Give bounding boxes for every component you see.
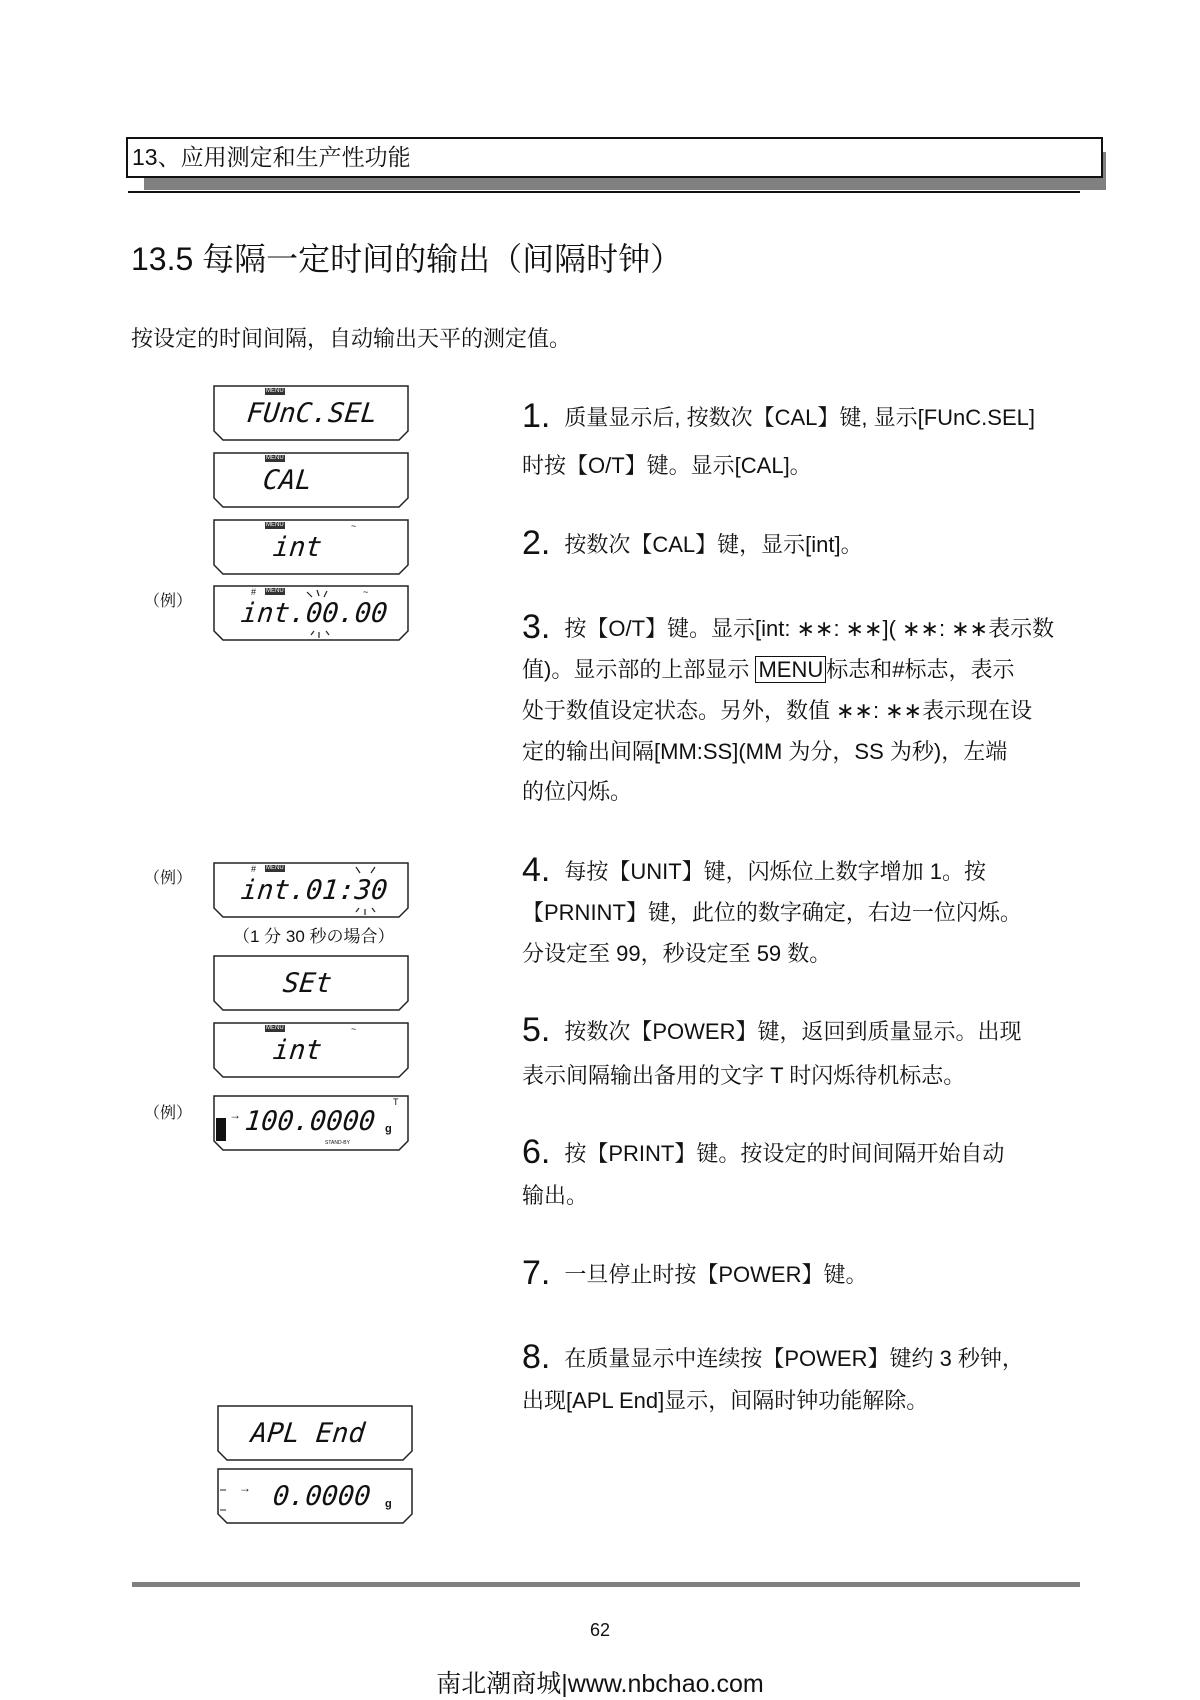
display-text: int.01:30 — [239, 875, 389, 906]
section-title: 13.5 每隔一定时间的输出（间隔时钟） — [131, 241, 683, 277]
example-label: （例） — [144, 1105, 193, 1122]
arrow-indicator-icon: → — [229, 1108, 241, 1122]
unit-label: g — [385, 1123, 392, 1135]
step-text: 按数次【CAL】键，显示[int]。 — [564, 532, 863, 557]
menu-indicator: MENU — [266, 522, 284, 528]
lcd-display-set — [213, 955, 409, 1011]
menu-indicator: MENU — [266, 388, 284, 394]
arrow-indicator-icon: → — [239, 1481, 251, 1495]
footer-rule — [132, 1582, 1080, 1587]
lcd-display-int-0130 — [213, 862, 409, 918]
step-number: 8. — [522, 1338, 551, 1376]
menu-indicator-label: MENU — [755, 656, 826, 683]
intro-text: 按设定的时间间隔，自动输出天平的测定值。 — [131, 326, 572, 351]
step-number: 7. — [522, 1254, 551, 1292]
step-text: 标志和#标志，表示 — [826, 657, 1015, 682]
step-number: 5. — [522, 1011, 551, 1049]
menu-indicator: MENU — [266, 455, 284, 461]
lcd-display-weight-standby — [213, 1095, 409, 1151]
step-text: 值)。显示部的上部显示 — [522, 657, 756, 682]
display-text: FUnC.SEL — [245, 398, 379, 429]
chapter-header: 13、应用测定和生产性功能 — [126, 137, 1103, 178]
lcd-display-cal — [213, 452, 409, 508]
display-text: int — [271, 532, 324, 563]
display-text: 100.0000 — [243, 1106, 377, 1137]
lcd-display-int-2 — [213, 1022, 409, 1078]
step-text: 的位闪烁。 — [522, 779, 633, 804]
stability-mark-icon: ~ — [351, 521, 357, 531]
lcd-display-apl-end — [217, 1405, 413, 1461]
example-label: （例） — [144, 870, 193, 887]
step-number: 3. — [522, 608, 551, 646]
menu-indicator: MENU — [266, 865, 284, 871]
hash-indicator: # — [251, 587, 257, 597]
hash-indicator: # — [251, 864, 257, 874]
step-text: 处于数值设定状态。另外，数值 ∗∗: ∗∗表示现在设 — [522, 698, 1033, 723]
step-number: 4. — [522, 851, 551, 889]
step-text: 【PRNINT】键，此位的数字确定，右边一位闪烁。 — [522, 900, 1022, 925]
step-text: 表示间隔输出备用的文字 T 时闪烁待机标志。 — [522, 1063, 966, 1088]
stability-mark-icon: ~ — [351, 1024, 357, 1034]
display-text: 0.0000 — [271, 1481, 373, 1512]
example-label: （例） — [144, 593, 193, 610]
standby-indicator: STAND-BY — [325, 1140, 350, 1146]
step-text: 在质量显示中连续按【POWER】键约 3 秒钟， — [564, 1346, 1024, 1371]
step-text: 出现[APL End]显示，间隔时钟功能解除。 — [522, 1388, 929, 1413]
step-text: 一旦停止时按【POWER】键。 — [564, 1262, 868, 1287]
interval-t-indicator: T — [393, 1097, 399, 1107]
step-text: 分设定至 99，秒设定至 59 数。 — [522, 941, 832, 966]
lcd-display-zero — [217, 1468, 413, 1524]
step-text: 输出。 — [522, 1183, 589, 1208]
footer-watermark: 南北潮商城|www.nbchao.com — [436, 1670, 764, 1698]
step-text: 按【O/T】键。显示[int: ∗∗: ∗∗]( ∗∗: ∗∗表示数 — [564, 616, 1055, 641]
step-number: 2. — [522, 524, 551, 562]
page-number: 62 — [589, 1620, 611, 1640]
step-text: 定的输出间隔[MM:SS](MM 为分，SS 为秒)，左端 — [522, 739, 1008, 764]
display-caption: （1 分 30 秒の場合） — [233, 927, 395, 946]
lcd-display-int — [213, 519, 409, 575]
display-text: SEt — [281, 968, 334, 999]
step-text: 时按【O/T】键。显示[CAL]。 — [522, 453, 812, 478]
display-text: int.00.00 — [239, 598, 389, 629]
lcd-display-funcsel — [213, 385, 409, 441]
display-text: APL End — [249, 1418, 367, 1449]
menu-indicator: MENU — [266, 588, 284, 594]
step-text: 按【PRINT】键。按设定的时间间隔开始自动 — [564, 1141, 1005, 1166]
step-text: 每按【UNIT】键，闪烁位上数字增加 1。按 — [564, 859, 987, 884]
header-rule — [128, 191, 1080, 193]
step-number: 1. — [522, 397, 551, 435]
display-text: CAL — [261, 465, 314, 496]
menu-indicator: MENU — [266, 1025, 284, 1031]
step-text: 质量显示后, 按数次【CAL】键, 显示[FUnC.SEL] — [564, 405, 1035, 430]
stability-mark-icon: ~ — [363, 587, 369, 597]
unit-label: g — [385, 1498, 392, 1510]
lcd-display-int-0000 — [213, 585, 409, 641]
display-text: int — [271, 1035, 324, 1066]
step-text: 按数次【POWER】键，返回到质量显示。出现 — [564, 1019, 1022, 1044]
step-number: 6. — [522, 1133, 551, 1171]
